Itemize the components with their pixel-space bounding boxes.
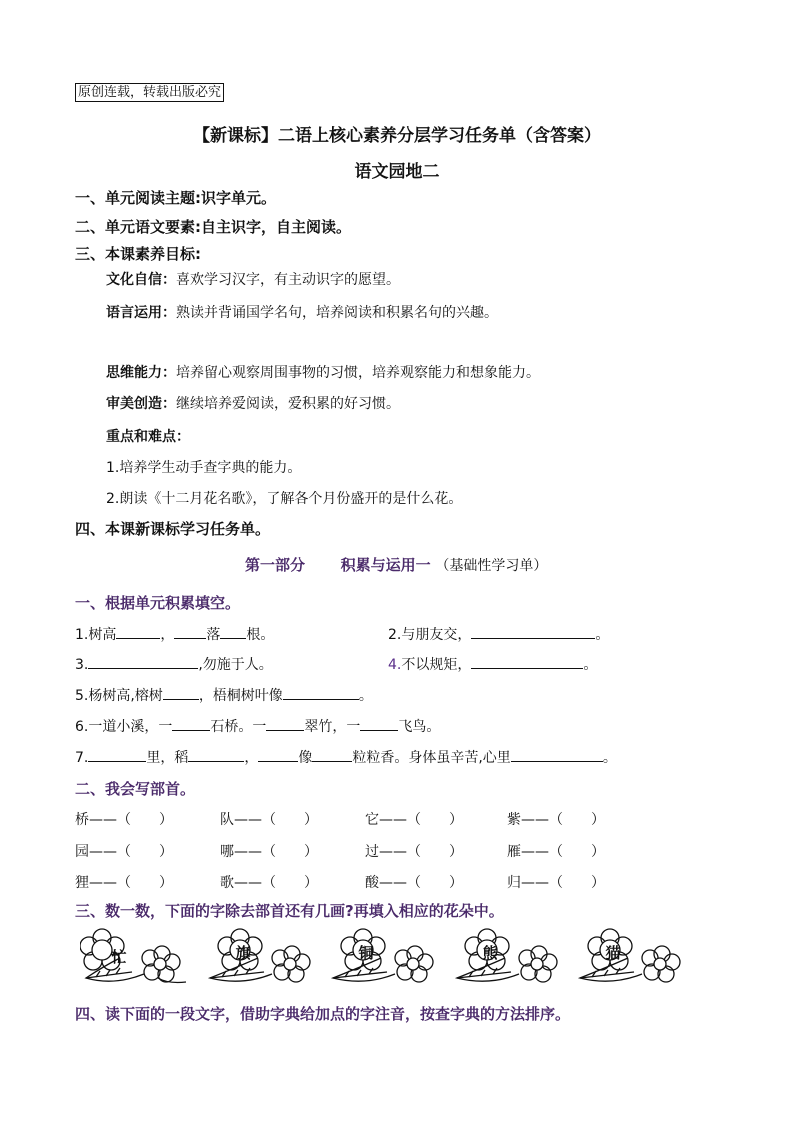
flower-card[interactable] <box>327 928 439 990</box>
radical-item[interactable]: 队——（ ） <box>220 812 318 828</box>
flower-card[interactable] <box>80 928 192 990</box>
goal-label: 思维能力： <box>106 365 176 381</box>
q1-heading: 一、根据单元积累填空。 <box>75 594 241 612</box>
radical-item[interactable]: 酸——（ ） <box>365 875 463 891</box>
goal-culture <box>106 269 400 289</box>
flower-card[interactable] <box>204 928 316 990</box>
text: 树高 <box>88 627 117 643</box>
text: 飞鸟。 <box>398 719 441 735</box>
blank[interactable] <box>312 747 352 762</box>
flower-card[interactable] <box>451 928 563 990</box>
text: 。 <box>595 627 610 643</box>
q1-line-2 <box>388 624 609 644</box>
radical-item[interactable]: 狸——（ ） <box>75 875 173 891</box>
blank[interactable] <box>188 747 244 762</box>
q1-line-7 <box>75 747 617 767</box>
item-number: 2. <box>388 627 402 643</box>
part-title: 第一部分 <box>245 556 306 574</box>
blank[interactable] <box>266 716 304 731</box>
page-subtitle: 语文园地二 <box>354 162 440 182</box>
text: 粒粒香。身体虽辛苦,心里 <box>352 750 511 766</box>
part-note: （基础性学习单） <box>435 558 548 574</box>
blank[interactable] <box>283 685 359 700</box>
flower-character: 猫 <box>605 944 621 962</box>
text: 石桥。一 <box>210 719 267 735</box>
flower-icon <box>574 928 686 990</box>
text: 里，稻 <box>146 750 189 766</box>
flower-icon <box>80 928 192 990</box>
q3-heading: 三、数一数，下面的字除去部首还有几画?再填入相应的花朵中。 <box>75 902 504 920</box>
item-number: 3. <box>75 657 89 673</box>
text: 根。 <box>246 627 275 643</box>
section-elements: 二、单元语文要素:自主识字，自主阅读。 <box>75 218 352 236</box>
radical-item[interactable]: 歌——（ ） <box>220 875 318 891</box>
radical-item[interactable]: 它——（ ） <box>365 812 463 828</box>
goal-text: 继续培养爱阅读，爱积累的好习惯。 <box>176 396 400 412</box>
text: ， <box>244 750 259 766</box>
flower-icon <box>451 928 563 990</box>
q1-line-1 <box>75 624 274 644</box>
text: 翠竹，一 <box>304 719 361 735</box>
blank[interactable] <box>360 716 398 731</box>
item-number: 4. <box>388 657 402 673</box>
section-theme: 一、单元阅读主题:识字单元。 <box>75 189 276 207</box>
goal-thinking <box>106 362 540 382</box>
item-number: 1. <box>75 627 89 643</box>
text: ，梧桐树叶像 <box>198 688 283 704</box>
blank[interactable] <box>88 654 198 669</box>
goal-label: 文化自信： <box>106 272 176 288</box>
blank[interactable] <box>471 654 583 669</box>
copyright-notice: 原创连载，转载出版必究 <box>75 83 224 102</box>
goal-text: 喜欢学习汉字，有主动识字的愿望。 <box>176 272 400 288</box>
radical-item[interactable]: 过——（ ） <box>365 844 463 860</box>
q1-line-5 <box>75 685 373 705</box>
radical-item[interactable]: 雁——（ ） <box>507 844 605 860</box>
radical-item[interactable]: 哪——（ ） <box>220 844 318 860</box>
text: 7. <box>75 750 89 766</box>
goal-aesthetic <box>106 393 400 413</box>
key-points-label: 重点和难点： <box>106 429 190 445</box>
blank[interactable] <box>220 624 246 639</box>
q1-line-6 <box>75 716 440 736</box>
blank[interactable] <box>471 624 595 639</box>
q1-line-4 <box>388 654 597 674</box>
flower-icon <box>327 928 439 990</box>
key-point-item: 2.朗读《十二月花名歌》，了解各个月份盛开的是什么花。 <box>106 491 463 507</box>
q1-line-3 <box>75 654 273 674</box>
text: ， <box>160 627 175 643</box>
radical-item[interactable]: 紫——（ ） <box>507 812 605 828</box>
flower-icon <box>204 928 316 990</box>
blank[interactable] <box>163 685 199 700</box>
text: 5.杨树高,榕树 <box>75 688 163 704</box>
section-goals: 三、本课素养目标: <box>75 245 201 263</box>
key-point-item: 1.培养学生动手查字典的能力。 <box>106 460 302 476</box>
goal-label: 语言运用： <box>106 305 176 321</box>
goal-text: 熟读并背诵国学名句，培养阅读和积累名句的兴趣。 <box>176 305 498 321</box>
page-title: 【新课标】二语上核心素养分层学习任务单（含答案） <box>193 126 601 146</box>
text: 。 <box>583 657 598 673</box>
flower-card[interactable] <box>574 928 686 990</box>
blank[interactable] <box>172 716 210 731</box>
part-name: 积累与运用一 <box>340 556 431 574</box>
text: 6.一道小溪，一 <box>75 719 173 735</box>
goal-language <box>106 302 498 322</box>
text: 与朋友交， <box>401 627 472 643</box>
goal-label: 审美创造： <box>106 396 176 412</box>
blank[interactable] <box>174 624 206 639</box>
blank[interactable] <box>88 747 146 762</box>
flower-character: 旗 <box>235 944 251 962</box>
blank[interactable] <box>258 747 298 762</box>
text: 。 <box>602 750 617 766</box>
text: 像 <box>298 750 313 766</box>
part-heading <box>245 554 547 575</box>
q2-heading: 二、我会写部首。 <box>75 780 196 798</box>
text: 不以规矩， <box>401 657 472 673</box>
text: 。 <box>358 688 373 704</box>
text: 落 <box>206 627 221 643</box>
flower-character: 忙 <box>111 948 127 966</box>
flower-character: 熊 <box>482 944 498 962</box>
goal-text: 培养留心观察周围事物的习惯，培养观察能力和想象能力。 <box>176 365 540 381</box>
radical-item[interactable]: 桥——（ ） <box>75 812 173 828</box>
flower-character: 铜 <box>358 944 374 962</box>
q4-heading: 四、读下面的一段文字，借助字典给加点的字注音，按查字典的方法排序。 <box>75 1005 571 1023</box>
text: ,勿施于人。 <box>198 657 273 673</box>
radical-item[interactable]: 归——（ ） <box>507 875 605 891</box>
section-tasks: 四、本课新课标学习任务单。 <box>75 520 271 538</box>
blank[interactable] <box>116 624 160 639</box>
radical-item[interactable]: 园——（ ） <box>75 844 173 860</box>
blank[interactable] <box>511 747 603 762</box>
